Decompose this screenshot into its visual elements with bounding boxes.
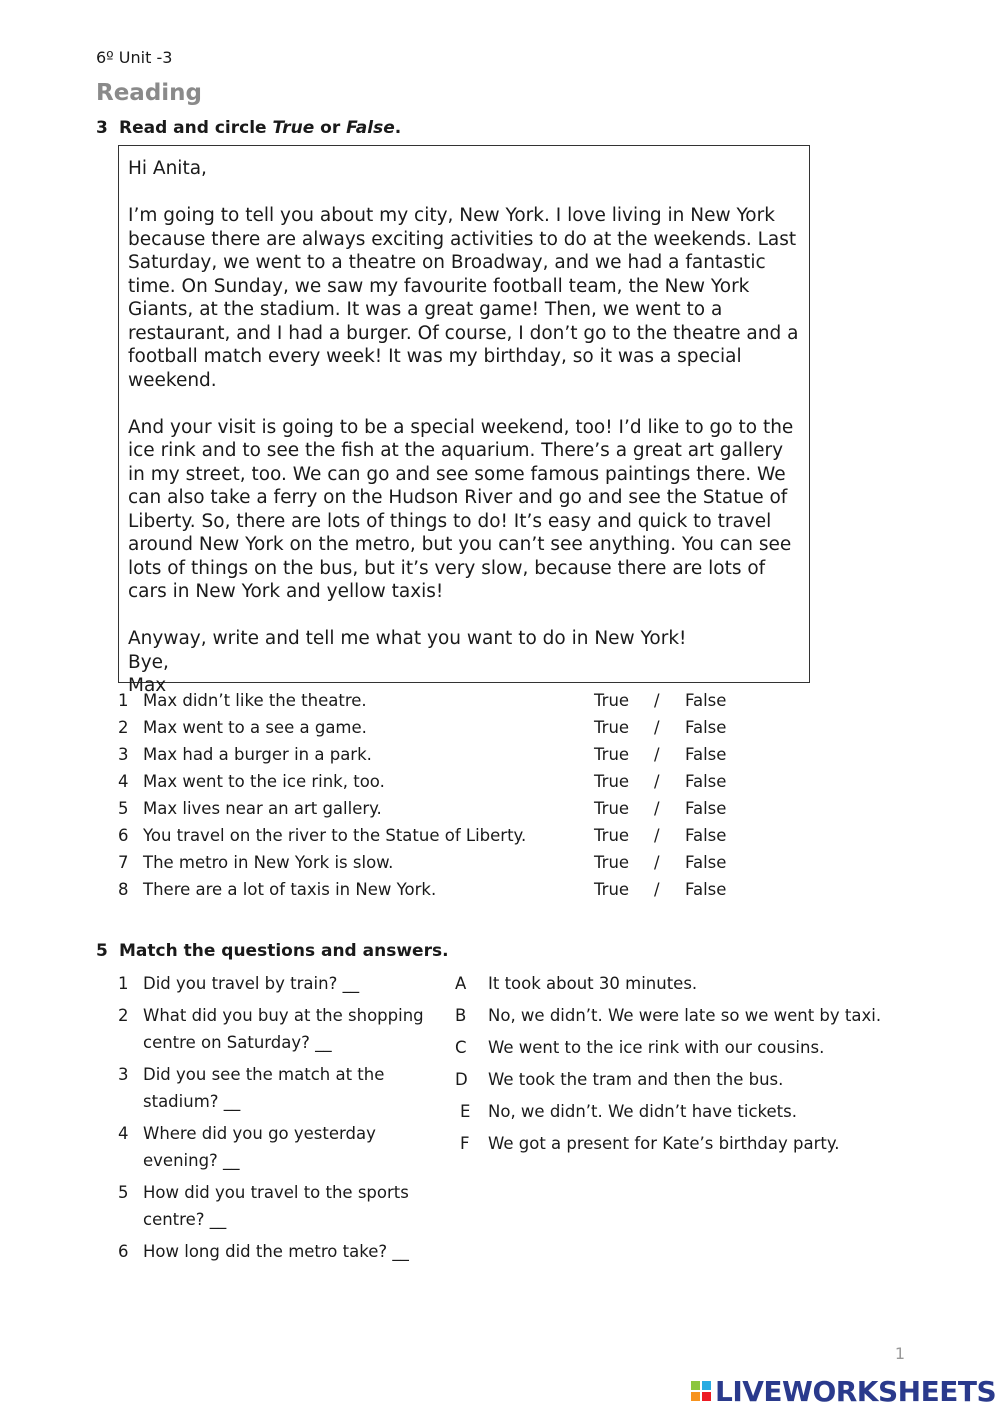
question-number: 2: [118, 1006, 129, 1025]
instruction-text: Match the questions and answers.: [119, 941, 449, 961]
item-number: 2: [118, 718, 129, 737]
question-text: Did you see the match at the stadium? __: [143, 1065, 385, 1111]
logo-blocks-icon: [690, 1380, 712, 1402]
answer-letter: A: [455, 974, 467, 993]
answer-letter: D: [455, 1070, 468, 1089]
answer-letter: C: [455, 1038, 467, 1057]
answer-item: [455, 1034, 975, 1061]
question-text: Where did you go yesterday evening? __: [143, 1124, 376, 1170]
item-statement: Max didn’t like the theatre.: [143, 691, 367, 710]
question-text: Did you travel by train? __: [143, 974, 360, 993]
answer-text: We went to the ice rink with our cousins.: [488, 1038, 825, 1057]
separator: /: [654, 718, 660, 737]
true-option[interactable]: True: [594, 718, 630, 737]
letter-sign-off: Bye,: [128, 651, 169, 673]
question-number: 1: [118, 974, 129, 993]
question-item: [118, 1179, 438, 1233]
letter-paragraph-2: And your visit is going to be a special weekend, too! I’d like to go to the ice rink and to see the fish at the aquarium. There’s a great art gallery in my street, too. We can go and see some famous paintings there. We can also take a ferry on the Hudson River and go and see the Statue of Liberty. So, there are lots of things to do! It’s easy and quick to travel around New York on the metro, but you can’t see anything. You can see lots of things on the bus, but it’s very slow, because there are lots of cars in New York and yellow taxis!: [128, 416, 794, 602]
exercise-number: 3: [96, 118, 108, 138]
true-option[interactable]: True: [594, 853, 630, 872]
question-item: [118, 970, 438, 997]
answer-text: We took the tram and then the bus.: [488, 1070, 784, 1089]
question-text: How long did the metro take? __: [143, 1242, 409, 1261]
unit-label: 6º Unit -3: [96, 48, 173, 67]
answer-item: [455, 1002, 975, 1029]
question-number: 6: [118, 1242, 129, 1261]
instruction-true: True: [272, 118, 315, 138]
exercise-5-instruction: [96, 941, 449, 961]
answer-letter: E: [460, 1102, 471, 1121]
separator: /: [654, 853, 660, 872]
false-option[interactable]: False: [685, 772, 727, 791]
item-statement: You travel on the river to the Statue of Liberty.: [143, 826, 527, 845]
logo-block: [690, 1391, 701, 1402]
false-option[interactable]: False: [685, 745, 727, 764]
list-item: [118, 714, 758, 741]
question-item: [118, 1238, 438, 1265]
list-item: [118, 741, 758, 768]
item-number: 3: [118, 745, 129, 764]
separator: /: [654, 745, 660, 764]
answer-letter: F: [460, 1134, 470, 1153]
item-statement: Max went to a see a game.: [143, 718, 367, 737]
list-item: [118, 795, 758, 822]
question-text: How did you travel to the sports centre? __: [143, 1183, 409, 1229]
item-number: 4: [118, 772, 129, 791]
list-item: [118, 687, 758, 714]
answer-item: [455, 1130, 975, 1157]
question-number: 4: [118, 1124, 129, 1143]
item-statement: There are a lot of taxis in New York.: [143, 880, 437, 899]
item-number: 5: [118, 799, 129, 818]
answer-item: [455, 1098, 975, 1125]
false-option[interactable]: False: [685, 853, 727, 872]
exercise-3-instruction: [96, 118, 401, 138]
false-option[interactable]: False: [685, 799, 727, 818]
separator: /: [654, 880, 660, 899]
page-number: 1: [894, 1344, 905, 1363]
item-number: 1: [118, 691, 129, 710]
item-number: 8: [118, 880, 129, 899]
instruction-text: Read and circle: [119, 118, 273, 138]
true-option[interactable]: True: [594, 745, 630, 764]
separator: /: [654, 799, 660, 818]
letter-box: [118, 145, 810, 696]
letter-greeting: Hi Anita,: [128, 158, 207, 179]
letter-paragraph-1: I’m going to tell you about my city, New York. I love living in New York because there are always exciting activities to do at the weekends. Last Saturday, we went to a theatre on Broadway, and we had a fantastic time. On Sunday, we saw my favourite football team, the New York Giants, at the stadium. It was a great game! Then, we went to a restaurant, and I had a burger. Of course, I don’t go to the theatre and a football match every week! It was my birthday, so it was a special weekend.: [128, 205, 799, 391]
true-option[interactable]: True: [594, 772, 630, 791]
true-option[interactable]: True: [594, 880, 630, 899]
instruction-period: .: [394, 118, 402, 138]
logo-block: [690, 1380, 701, 1391]
instruction-or: or: [314, 118, 347, 138]
instruction-false: False: [346, 118, 395, 138]
answer-text: It took about 30 minutes.: [488, 974, 698, 993]
letter-signature: Max: [128, 675, 167, 696]
question-number: 3: [118, 1065, 129, 1084]
false-option[interactable]: False: [685, 718, 727, 737]
answer-item: [455, 970, 975, 997]
answer-item: [455, 1066, 975, 1093]
question-item: [118, 1120, 438, 1174]
section-heading: Reading: [96, 80, 203, 106]
item-number: 7: [118, 853, 129, 872]
item-statement: Max lives near an art gallery.: [143, 799, 382, 818]
false-option[interactable]: False: [685, 826, 727, 845]
question-item: [118, 1061, 438, 1115]
list-item: [118, 768, 758, 795]
false-option[interactable]: False: [685, 880, 727, 899]
logo-text: LIVEWORKSHEETS: [715, 1374, 997, 1408]
item-statement: Max had a burger in a park.: [143, 745, 372, 764]
answer-letter: B: [455, 1006, 467, 1025]
true-option[interactable]: True: [594, 691, 630, 710]
true-option[interactable]: True: [594, 826, 630, 845]
item-statement: The metro in New York is slow.: [143, 853, 394, 872]
letter-closing: Anyway, write and tell me what you want to do in New York!: [128, 628, 687, 649]
list-item: [118, 822, 758, 849]
question-text: What did you buy at the shopping centre on Saturday? __: [143, 1006, 424, 1052]
list-item: [118, 849, 758, 876]
logo-block: [701, 1380, 712, 1391]
separator: /: [654, 691, 660, 710]
logo-block: [701, 1391, 712, 1402]
separator: /: [654, 826, 660, 845]
answer-text: No, we didn’t. We didn’t have tickets.: [488, 1102, 797, 1121]
exercise-number: 5: [96, 941, 108, 961]
separator: /: [654, 772, 660, 791]
question-item: [118, 1002, 438, 1056]
answer-text: No, we didn’t. We were late so we went by taxi.: [488, 1006, 882, 1025]
item-statement: Max went to the ice rink, too.: [143, 772, 385, 791]
liveworksheets-logo[interactable]: [690, 1376, 996, 1406]
item-number: 6: [118, 826, 129, 845]
question-number: 5: [118, 1183, 129, 1202]
list-item: [118, 876, 758, 903]
false-option[interactable]: False: [685, 691, 727, 710]
answer-text: We got a present for Kate’s birthday party.: [488, 1134, 840, 1153]
true-option[interactable]: True: [594, 799, 630, 818]
